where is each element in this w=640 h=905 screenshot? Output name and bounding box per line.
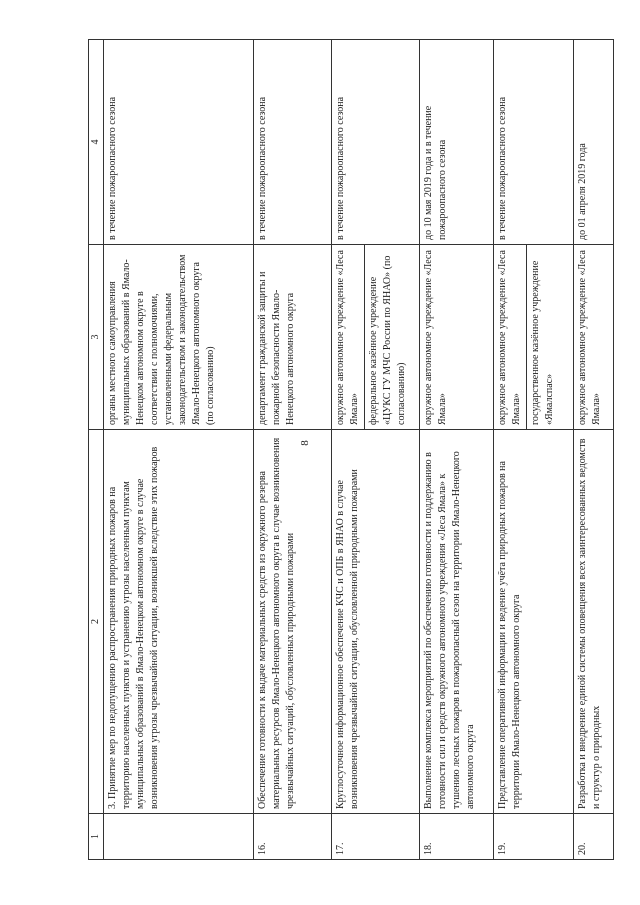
deadline-cell: до 01 апреля 2019 года — [574, 40, 614, 245]
deadline-cell: до 10 мая 2019 года и в течение пожароопасного сезона — [420, 40, 494, 245]
task-cell: Круглосуточное информационное обеспечение КЧС и ОПБ в ЯНАО в случае возникновения чрезвычайной ситуации, обусловленной природными пожарами — [332, 430, 420, 814]
row-number — [104, 814, 254, 860]
executor-cell: окружное автономное учреждение «Леса Ямала» — [420, 245, 494, 430]
plan-table — [88, 39, 614, 860]
row-number: 19. — [494, 814, 574, 860]
executor-part: окружное автономное учреждение «Леса Ямала» — [497, 250, 522, 425]
executor-cell — [332, 245, 420, 430]
task-cell: Разработка и внедрение единой системы оповещения всех заинтересованных ведомств и структур о природных — [574, 430, 614, 814]
header-cell: 2 — [89, 430, 104, 814]
header-row — [89, 40, 104, 860]
task-cell: Выполнение комплекса мероприятий по обеспечению готовности и поддержанию в готовности сил и средств окружного автономного учреждения «Леса Ямала» к тушению лесных пожаров в пожароопасный сезон на территории Ямало-Ненецкого автономного округа — [420, 430, 494, 814]
task-cell: Обеспечение готовности к выдаче материальных средств из окружного резерва материальных ресурсов Ямало-Ненецкого автономного округа в случае возникновения чрезвычайных ситуаций, обусловленных природными пожарами — [254, 430, 332, 814]
header-cell: 3 — [89, 245, 104, 430]
executor-cell: департамент гражданской защиты и пожарной безопасности Ямало-Ненецкого автономного округа — [254, 245, 332, 430]
task-cell: 3. Принятие мер по недопущению распространения природных пожаров на территорию населенных пунктов и устранению угрозы населенным пунктам муниципальных образований в Ямало-Ненецком автономном округе в случае возникновения угрозы чрезвычайной ситуации, возникшей вследствие этих пожаров — [104, 430, 254, 814]
executor-part: государственное казённое учреждение «Ямалспас» — [526, 245, 559, 429]
row-number: 17. — [332, 814, 420, 860]
task-cell: Представление оперативной информации и ведение учёта природных пожаров на территории Ямало-Ненецкого автономного округа — [494, 430, 574, 814]
table-row — [494, 40, 574, 860]
row-number: 16. — [254, 814, 332, 860]
page-number: 8 — [298, 440, 311, 446]
deadline-cell: в течение пожароопасного сезона — [332, 40, 420, 245]
executor-cell: окружное автономное учреждение «Леса Ямала» — [574, 245, 614, 430]
rotated-table-container — [88, 40, 602, 860]
header-cell: 1 — [89, 814, 104, 860]
table-row — [104, 40, 254, 860]
executor-cell — [494, 245, 574, 430]
table-row — [254, 40, 332, 860]
row-number: 18. — [420, 814, 494, 860]
header-cell: 4 — [89, 40, 104, 245]
row-number: 20. — [574, 814, 614, 860]
deadline-cell: в течение пожароопасного сезона — [254, 40, 332, 245]
table-row — [574, 40, 614, 860]
deadline-cell: в течение пожароопасного сезона — [494, 40, 574, 245]
executor-part: окружное автономное учреждение «Леса Ямала» — [335, 250, 360, 425]
deadline-cell: в течение пожароопасного сезона — [104, 40, 254, 245]
executor-part: федеральное казённое учреждение «ЦУКС ГУ МЧС России по ЯНАО» (по согласованию) — [364, 245, 411, 429]
table-row — [332, 40, 420, 860]
table-row — [420, 40, 494, 860]
executor-cell: органы местного самоуправления муниципальных образований в Ямало-Ненецком автономном округе в соответствии с полномочиями, установленными федеральным законодательством и законодательством Ямало-Ненецкого автономного округа (по согласованию) — [104, 245, 254, 430]
